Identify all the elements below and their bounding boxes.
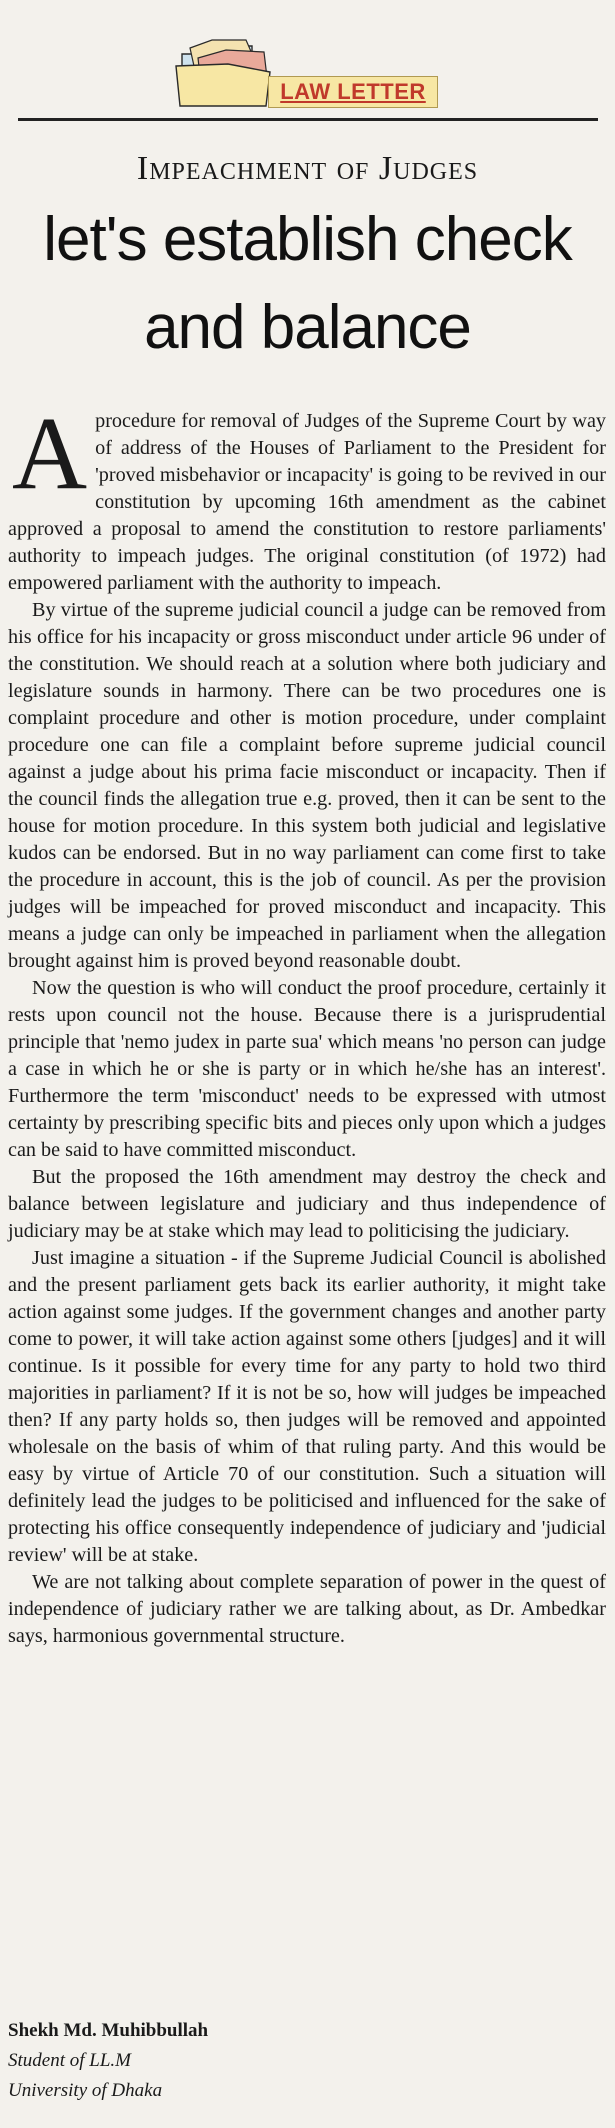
folder-icon <box>168 34 278 110</box>
paragraph-4: But the proposed the 16th amendment may destroy the check and balance between legislature and judiciary and thus independence of judiciary may be at stake which may lead to politicising the judiciary. <box>8 1166 606 1242</box>
drop-cap: A <box>12 396 88 511</box>
headline-line-1: let's establish check <box>43 205 572 274</box>
headline-line-2: and balance <box>144 293 471 362</box>
paragraph-1 <box>8 396 606 597</box>
paragraph-5: Just imagine a situation - if the Supreme Judicial Council is abolished and the present parliament gets back its earlier authority, it might take action against some judges. If the government changes and another party come to power, it will take action against some others [judges] and it will continue. Is it possible for every time for any party to hold two third majorities in parliament? If it is not be so, how will judges be impeached then? If any party holds so, then judges will be removed and appointed wholesale on the basis of whim of that ruling party. And this would be easy by virtue of Article 70 of our constitution. Such a situation will definitely lead the judges to be politicised and influenced for the sake of protecting his office consequently independence of judiciary and 'judicial review' will be at stake. <box>8 1247 606 1566</box>
cropped-previous-text <box>0 0 615 14</box>
header-divider <box>18 118 598 121</box>
paragraph-1-text: procedure for removal of Judges of the Supreme Court by way of address of the Houses of Parliament to the President for 'proved misbehavior or incapacity' is going to be revived in our constitution by upcoming 16th amendment as the cabinet approved a proposal to amend the constitution to restore parliaments' authority to impeach judges. The original constitution (of 1972) had empowered parliament with the authority to impeach. <box>8 410 606 594</box>
paragraph-6: We are not talking about complete separation of power in the quest of independence of judiciary rather we are talking about, as Dr. Ambedkar says, harmonious governmental structure. <box>8 1571 606 1647</box>
section-header <box>0 28 615 128</box>
paragraph-2: By virtue of the supreme judicial council a judge can be removed from his office for his incapacity or gross misconduct under article 96 under of the constitution. We should reach at a solution where both judiciary and legislature sounds in harmony. There can be two procedures one is complaint procedure and other is motion procedure, under complaint procedure one can file a complaint before supreme judicial council against a judge about his prima facie misconduct or incapacity. Then if the council finds the allegation true e.g. proved, then it can be sent to the house for motion procedure. In this system both judicial and legislative kudos can be endorsed. But in no way parliament can come first to take the procedure in account, this is the job of council. As per the provision judges will be impeached for proved misconduct and incapacity. This means a judge can only be impeached in parliament when the allegation brought against him is proved beyond reasonable doubt. <box>8 599 606 972</box>
section-label: LAW LETTER <box>268 76 438 108</box>
article-kicker: Impeachment of Judges <box>136 150 479 187</box>
article-headline <box>0 196 615 372</box>
author-university: University of Dhaka <box>8 2080 163 2101</box>
paragraph-3: Now the question is who will conduct the proof procedure, certainly it rests upon council not the house. Because there is a jurisprudential principle that 'nemo judex in parte sua' which means 'no person can judge a case in which he or she is party or in which he/she has an interest'. Furthermore the term 'misconduct' needs to be expressed with utmost certainty by prescribing specific bits and pieces only upon which a judges can be said to have committed misconduct. <box>8 977 606 1161</box>
article-body <box>8 396 606 1650</box>
author-role: Student of LL.M <box>8 2050 131 2071</box>
byline <box>8 2016 408 2106</box>
author-name: Shekh Md. Muhibbullah <box>8 2020 209 2041</box>
